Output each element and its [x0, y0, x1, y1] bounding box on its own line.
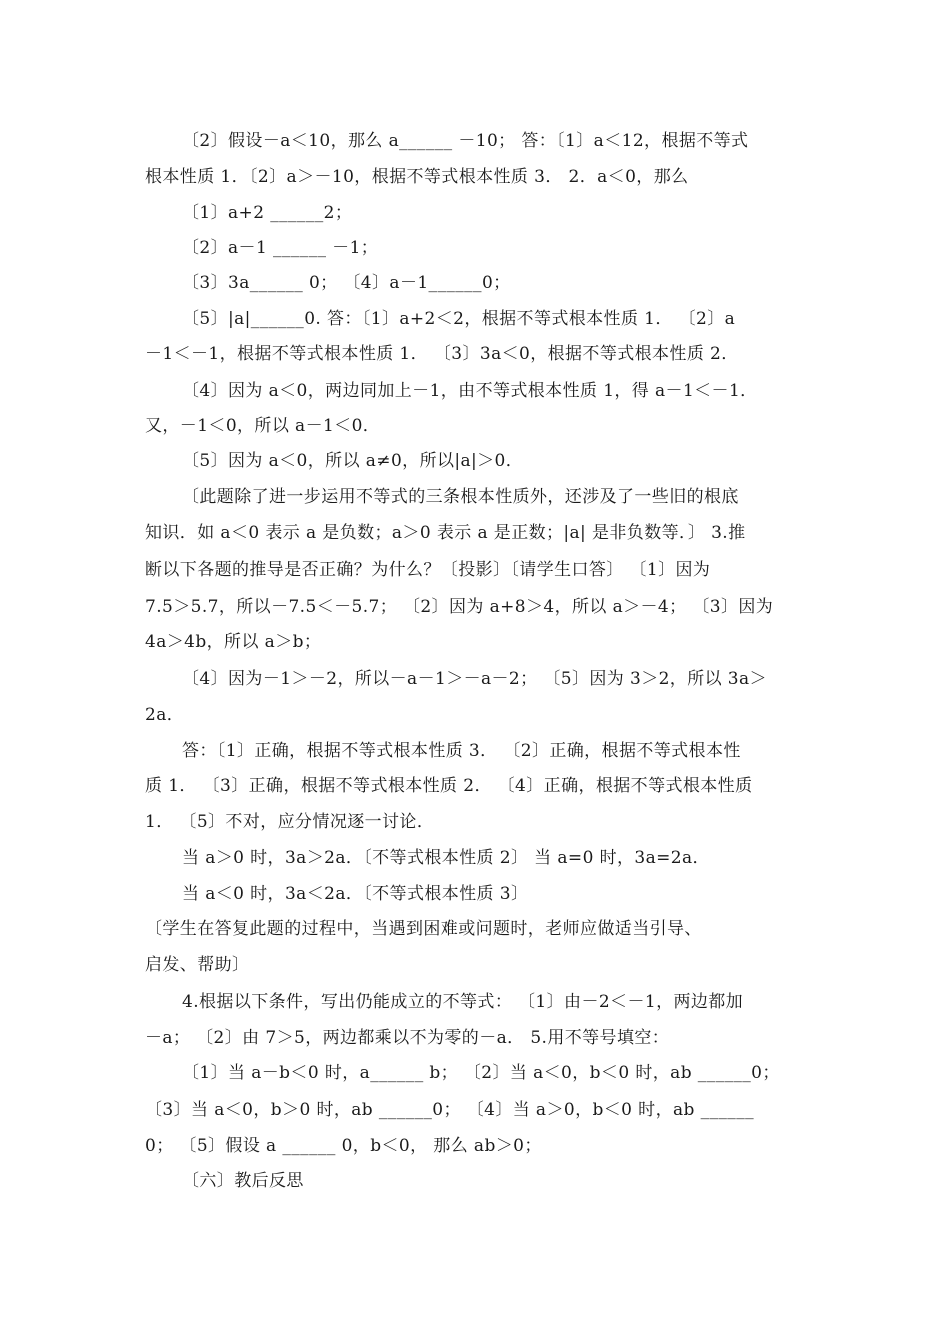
text-line: 〔1〕a+2 ______2；	[182, 203, 353, 223]
text-line: 当 a＞0 时，3a＞2a．〔不等式根本性质 2〕 当 a=0 时，3a=2a．	[182, 848, 710, 868]
text-line: 〔4〕因为－1＞－2，所以－a－1＞－a－2； 〔5〕因为 3＞2，所以 3a＞	[182, 669, 767, 689]
text-line: 断以下各题的推导是否正确？为什么？〔投影〕〔请学生口答〕 〔1〕因为	[145, 560, 711, 580]
text-line: －1＜－1，根据不等式根本性质 1． 〔3〕3a＜0，根据不等式根本性质 2．	[145, 344, 739, 364]
text-line: 7.5＞5.7，所以－7.5＜－5.7； 〔2〕因为 a+8＞4，所以 a＞－4； 〔3〕因为	[145, 597, 774, 617]
text-line: 启发、帮助〕	[145, 955, 250, 975]
text-line: 又，－1＜0，所以 a－1＜0．	[145, 416, 381, 436]
text-line: 〔5〕因为 a＜0，所以 a≠0，所以|a|＞0．	[182, 451, 524, 471]
text-line: 知识．如 a＜0 表示 a 是负数；a＞0 表示 a 是正数；|a| 是非负数等．〕 3.推	[145, 523, 746, 543]
text-line: 〔4〕因为 a＜0，两边同加上－1，由不等式根本性质 1，得 a－1＜－1．	[182, 381, 758, 401]
text-line: －a； 〔2〕由 7＞5，两边都乘以不为零的－a． 5.用不等号填空：	[145, 1028, 670, 1048]
text-line: 〔六〕教后反思	[182, 1171, 304, 1191]
text-line: 〔2〕假设－a＜10，那么 a______ －10； 答：〔1〕a＜12，根据不等式	[182, 131, 749, 151]
text-line: 1． 〔5〕不对，应分情况逐一讨论．	[145, 812, 435, 832]
text-line: 质 1． 〔3〕正确，根据不等式根本性质 2． 〔4〕正确，根据不等式根本性质	[145, 776, 753, 796]
text-line: 根本性质 1．〔2〕a＞－10，根据不等式根本性质 3． 2．a＜0，那么	[145, 167, 689, 187]
text-line: 4.根据以下条件，写出仍能成立的不等式： 〔1〕由－2＜－1，两边都加	[182, 992, 744, 1012]
text-line: 〔2〕a－1 ______ －1；	[182, 238, 379, 258]
text-line: 〔学生在答复此题的过程中，当遇到困难或问题时，老师应做适当引导、	[145, 919, 702, 939]
text-line: 〔此题除了进一步运用不等式的三条根本性质外，还涉及了一些旧的根底	[182, 487, 739, 507]
text-line: 4a＞4b，所以 a＞b；	[145, 632, 322, 652]
text-line: 0； 〔5〕假设 a ______ 0，b＜0， 那么 ab＞0；	[145, 1136, 542, 1156]
text-line: 〔3〕当 a＜0，b＞0 时，ab ______0； 〔4〕当 a＞0，b＜0 时，ab ______	[145, 1100, 755, 1120]
text-line: 〔5〕|a|______0. 答：〔1〕a+2＜2，根据不等式根本性质 1． 〔2〕a	[182, 309, 736, 329]
text-line: 2a．	[145, 705, 185, 725]
text-line: 〔1〕当 a－b＜0 时，a______ b； 〔2〕当 a＜0，b＜0 时，ab ______0；	[182, 1063, 780, 1083]
text-line: 当 a＜0 时，3a＜2a．〔不等式根本性质 3〕	[182, 884, 529, 904]
text-line: 〔3〕3a______ 0； 〔4〕a－1______0；	[182, 273, 511, 293]
text-line: 答：〔1〕正确，根据不等式根本性质 3． 〔2〕正确，根据不等式根本性	[182, 741, 741, 761]
